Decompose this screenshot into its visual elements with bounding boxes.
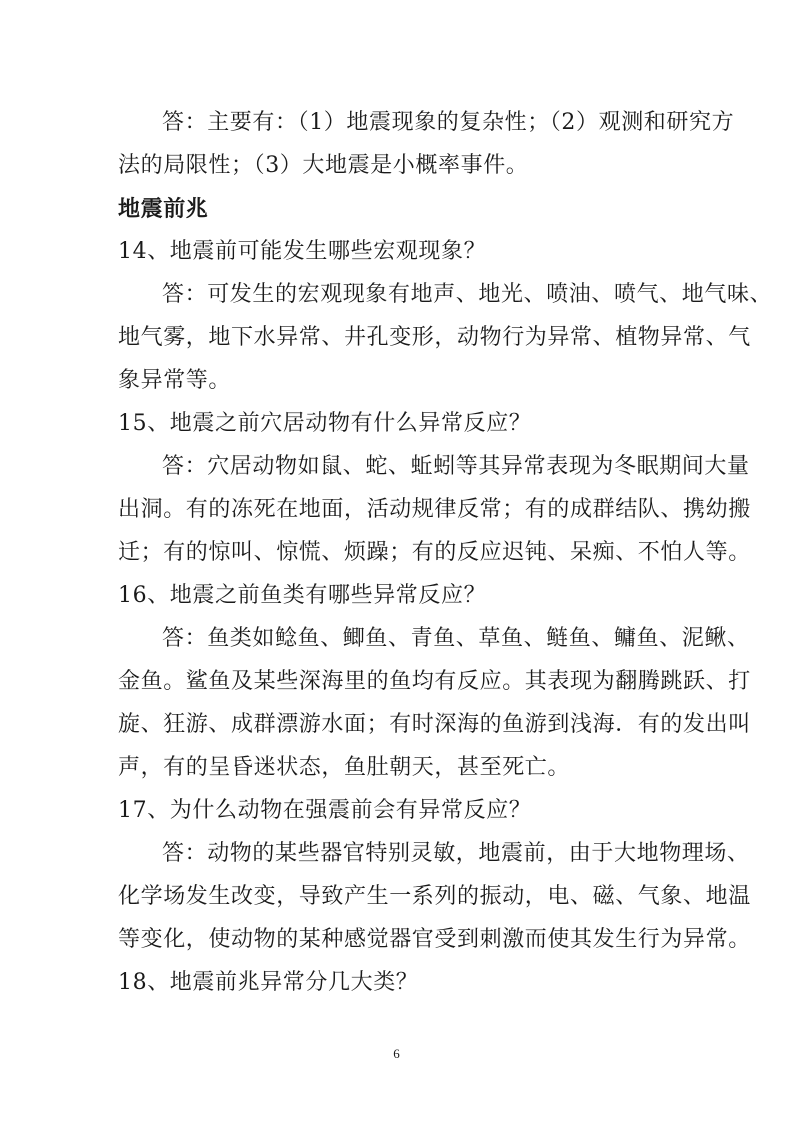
question-15: 15、地震之前穴居动物有什么异常反应？ bbox=[118, 411, 532, 436]
question-14: 14、地震前可能发生哪些宏观现象？ bbox=[118, 239, 487, 264]
answer-14-line-1: 答：可发生的宏观现象有地声、地光、喷油、喷气、地气味、 bbox=[162, 282, 773, 307]
answer-17-line-1: 答：动物的某些器官特别灵敏，地震前，由于大地物理场、 bbox=[162, 841, 750, 866]
answer-17-line-2: 化学场发生改变，导致产生一系列的振动，电、磁、气象、地温 bbox=[118, 884, 751, 909]
answer-13-line-2: 法的局限性；（3）大地震是小概率事件。 bbox=[118, 153, 529, 178]
question-18: 18、地震前兆异常分几大类？ bbox=[118, 970, 419, 995]
section-heading: 地震前兆 bbox=[118, 196, 209, 222]
answer-14-line-2: 地气雾，地下水异常、井孔变形，动物行为异常、植物异常、气 bbox=[118, 325, 751, 350]
answer-16-line-3: 旋、狂游、成群漂游水面；有时深海的鱼游到浅海．有的发出叫 bbox=[118, 712, 751, 737]
question-16: 16、地震之前鱼类有哪些异常反应？ bbox=[118, 583, 487, 608]
page-number: 6 bbox=[393, 1046, 400, 1061]
answer-14-line-3: 象异常等。 bbox=[118, 368, 232, 393]
answer-15-line-3: 迁；有的惊叫、惊慌、烦躁；有的反应迟钝、呆痴、不怕人等。 bbox=[118, 540, 751, 565]
answer-16-line-4: 声，有的呈昏迷状态，鱼肚朝天，甚至死亡。 bbox=[118, 755, 571, 780]
answer-17-line-3: 等变化，使动物的某种感觉器官受到刺激而使其发生行为异常。 bbox=[118, 927, 751, 952]
answer-13-line-1: 答：主要有：（1）地震现象的复杂性；（2）观测和研究方 bbox=[162, 110, 735, 135]
answer-16-line-1: 答：鱼类如鲶鱼、鲫鱼、青鱼、草鱼、鲢鱼、鳙鱼、泥鳅、 bbox=[162, 626, 750, 651]
answer-16-line-2: 金鱼。鲨鱼及某些深海里的鱼均有反应。其表现为翻腾跳跃、打 bbox=[118, 669, 751, 694]
answer-15-line-2: 出洞。有的冻死在地面，活动规律反常；有的成群结队、携幼搬 bbox=[118, 497, 751, 522]
answer-15-line-1: 答：穴居动物如鼠、蛇、蚯蚓等其异常表现为冬眠期间大量 bbox=[162, 454, 750, 479]
question-17: 17、为什么动物在强震前会有异常反应？ bbox=[118, 798, 532, 823]
